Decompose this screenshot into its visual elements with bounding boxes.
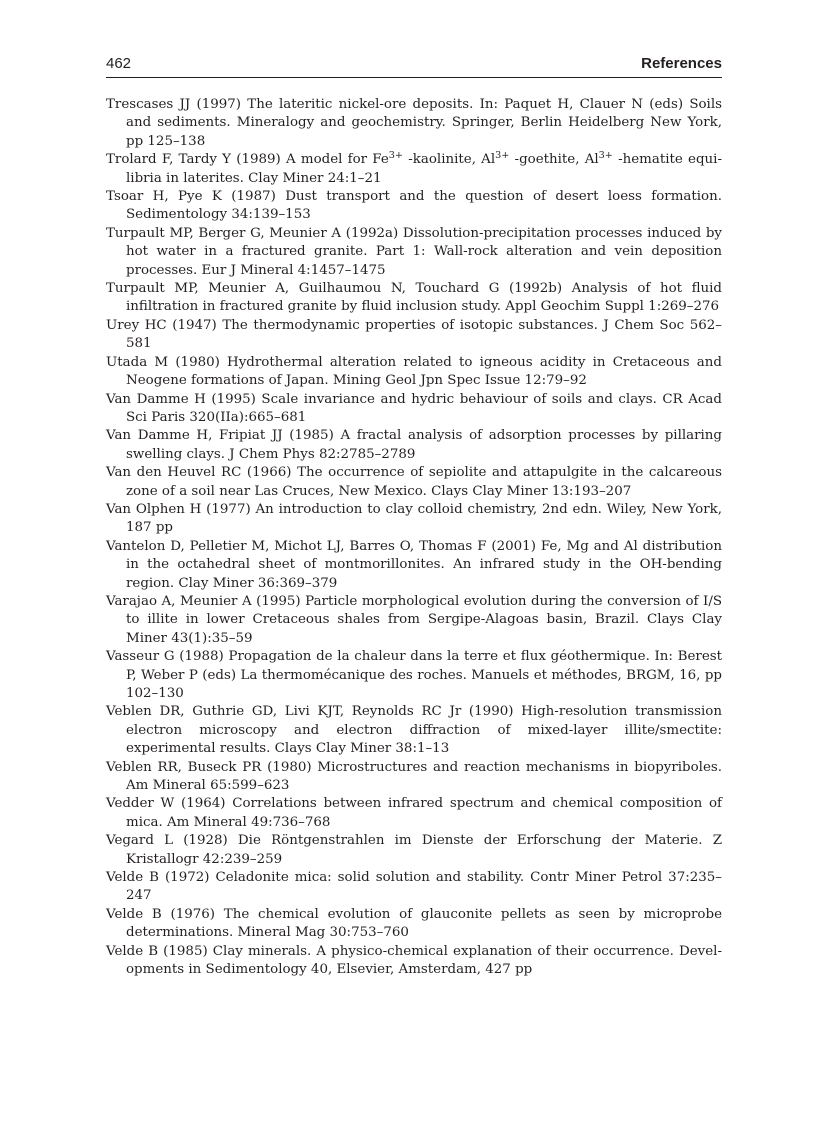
reference-entry: Trescases JJ (1997) The lateritic nickel-ore deposits. In: Paquet H, Clauer N (eds) Soils and sediments. Mineralogy and geochemistry. Springer, Berlin Heidelberg New York, pp 125–138 — [106, 97, 722, 149]
reference-entry: Utada M (1980) Hydrothermal alteration related to igneous acidity in Cretaceous and Neogene formations of Japan. Mining Geol Jpn Spec Issue 12:79–92 — [106, 354, 722, 389]
reference-entry: Vasseur G (1988) Propagation de la chaleur dans la terre et flux géothermique. In: Berest P, Weber P (eds) La thermomécanique des roches. Manuels et méthodes, BRGM, 16, pp 102–130 — [106, 649, 722, 701]
reference-text: -goethite, Al — [509, 152, 599, 168]
reference-text: -kaolinite, Al — [403, 152, 496, 168]
superscript-charge: 3+ — [495, 150, 510, 162]
reference-entry: Velde B (1985) Clay minerals. A physico-chemical explanation of their occurrence. Developments in Sedimentology 40, Elsevier, Amsterdam, 427 pp — [106, 943, 722, 978]
superscript-charge: 3+ — [598, 150, 613, 162]
reference-text: -hematite equilibria in laterites. Clay Miner 24:1–21 — [126, 152, 722, 186]
reference-entry: Van Damme H, Fripiat JJ (1985) A fractal analysis of adsorption processes by pillaring swelling clays. J Chem Phys 82:2785–2789 — [106, 428, 722, 462]
reference-entry: Velde B (1976) The chemical evolution of glauconite pellets as seen by microprobe determinations. Mineral Mag 30:753–760 — [106, 906, 722, 941]
reference-entry: Turpault MP, Berger G, Meunier A (1992a) Dissolution-precipitation processes induced by hot water in a fractured granite. Part 1: Wall-rock alteration and vein deposition processes. Eur J Mineral 4:1457–1475 — [106, 225, 722, 278]
reference-entry: Van Olphen H (1977) An introduction to clay colloid chemistry, 2nd edn. Wiley, New York, 187 pp — [106, 501, 722, 536]
header-rule — [106, 77, 722, 78]
reference-entry: Van Damme H (1995) Scale invariance and hydric behaviour of soils and clays. CR Acad Sci Paris 320(IIa):665–681 — [106, 391, 722, 425]
reference-entry: Turpault MP, Meunier A, Guilhaumou N, Touchard G (1992b) Analysis of hot fluid infiltration in fractured granite by fluid inclusion study. Appl Geochim Suppl 1:269–276 — [106, 281, 722, 315]
running-head: References — [641, 55, 722, 72]
reference-entry: Velde B (1972) Celadonite mica: solid solution and stability. Contr Miner Petrol 37:235–247 — [106, 870, 722, 904]
superscript-charge: 3+ — [388, 150, 403, 162]
reference-entry: Vegard L (1928) Die Röntgenstrahlen im Dienste der Erforschung der Materie. Z Kristallogr 42:239–259 — [106, 833, 722, 867]
reference-entry — [106, 151, 722, 188]
page-number: 462 — [106, 55, 132, 72]
reference-entry: Veblen RR, Buseck PR (1980) Microstructures and reaction mechanisms in biopyriboles. Am Mineral 65:599–623 — [106, 759, 722, 794]
reference-text: Trolard F, Tardy Y (1989) A model for Fe — [106, 152, 389, 168]
reference-entry: Vedder W (1964) Correlations between infrared spectrum and chemical composition of mica. Am Mineral 49:736–768 — [106, 796, 722, 830]
reference-list — [106, 96, 722, 980]
reference-entry: Urey HC (1947) The thermodynamic properties of isotopic substances. J Chem Soc 562–581 — [106, 317, 722, 352]
reference-entry: Vantelon D, Pelletier M, Michot LJ, Barres O, Thomas F (2001) Fe, Mg and Al distribution in the octahedral sheet of montmorillonites. An infrared study in the OH-bending region. Clay Miner 36:369–379 — [106, 538, 722, 591]
page-header — [106, 55, 722, 77]
reference-entry: Varajao A, Meunier A (1995) Particle morphological evolution during the conversion of I/S to illite in lower Cretaceous shales from Sergipe-Alagoas basin, Brazil. Clays Clay Miner 43(1):35–59 — [106, 593, 722, 646]
reference-entry: Tsoar H, Pye K (1987) Dust transport and the question of desert loess formation. Sedimentology 34:139–153 — [106, 189, 722, 223]
reference-entry: Veblen DR, Guthrie GD, Livi KJT, Reynolds RC Jr (1990) High-resolution transmission electron microscopy and electron diffraction of mixed-layer illite/smectite: experimental results. Clays Clay Miner 38:1–13 — [106, 704, 722, 757]
reference-entry: Van den Heuvel RC (1966) The occurrence of sepiolite and attapulgite in the calcareous zone of a soil near Las Cruces, New Mexico. Clays Clay Miner 13:193–207 — [106, 465, 722, 499]
